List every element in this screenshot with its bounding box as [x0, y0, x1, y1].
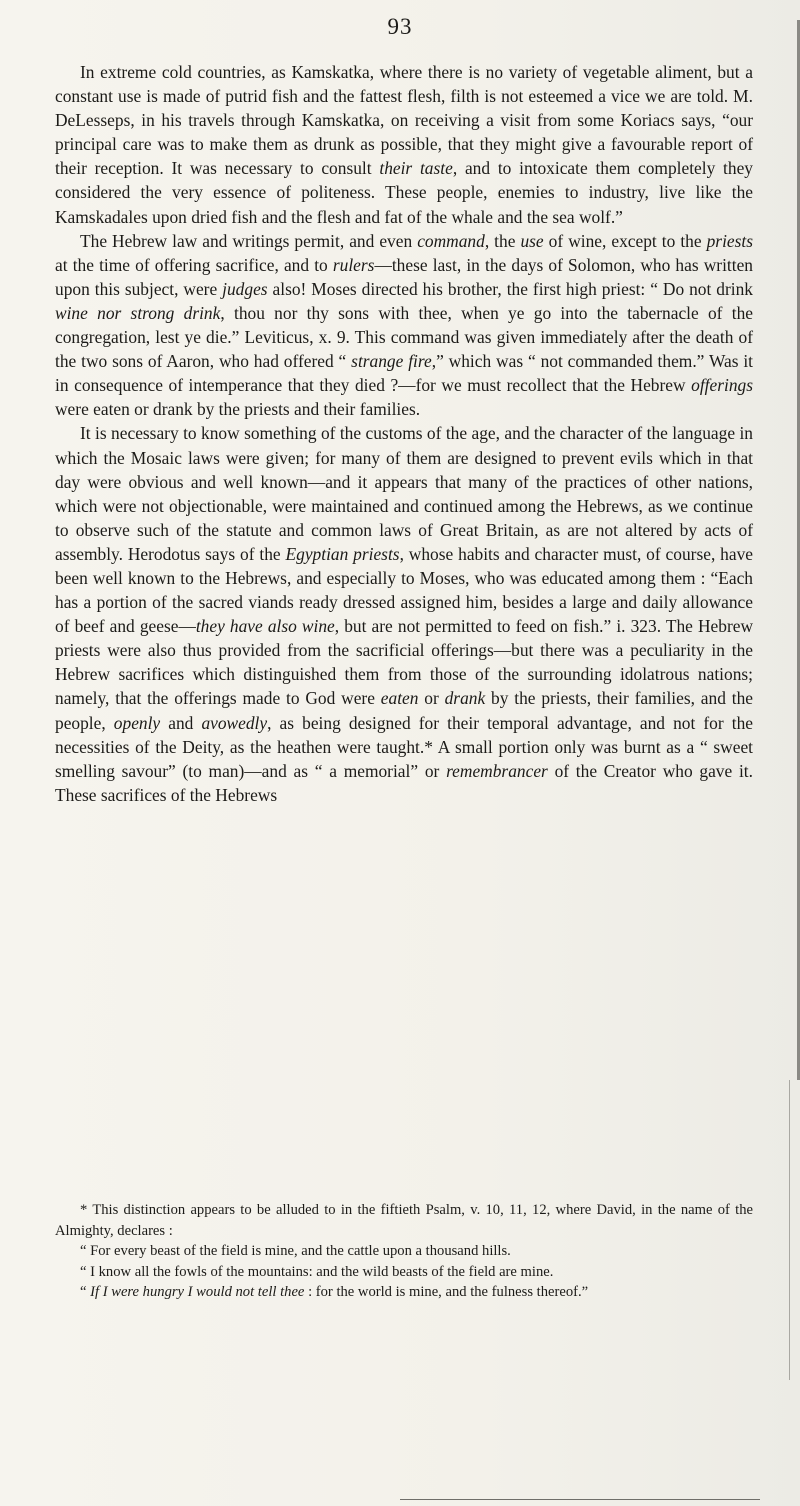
italic-text: If I were hungry I would not tell thee [90, 1284, 305, 1301]
text-run: The Hebrew law and writings permit, and even [80, 230, 418, 251]
text-run: by the priests, their families, and the people, [55, 688, 753, 733]
footnote-line [55, 1241, 753, 1262]
text-run: also! Moses directed his brother, the first high priest: “ Do not drink [267, 278, 753, 299]
italic-text: their taste [379, 158, 453, 179]
paragraph [55, 421, 753, 807]
text-run: —these last, in the days of Solomon, who has written upon this subject, were [55, 254, 753, 299]
italic-text: priests [706, 230, 753, 251]
italic-text: openly [113, 712, 161, 733]
text-run: “ I know all the fowls of the mountains: and the wild beasts of the field are mine. [80, 1263, 554, 1280]
text-run: : for the world is mine, and the fulness thereof.” [304, 1284, 589, 1301]
text-run: In extreme cold countries, as Kamskatka, where there is no variety of vegetable aliment, but a constant use is made of putrid fish and the fattest flesh, filth is not esteemed a vice we are told. M. DeLesseps, in his travels through Kamskatka, on receiving a visit from some Koriacs says, “our principal care was to make them as drunk as possible, that they might give a favourable report of their reception. It was necessary to consult [55, 62, 753, 179]
text-run: were eaten or drank by the priests and their families. [55, 399, 421, 420]
text-run: , the [484, 230, 521, 251]
text-run: , and to intoxicate them completely they considered the very essence of politeness. These people, enemies to industry, live like the Kamskadales upon dried fish and the flesh and fat of the whale and the sea wolf.” [55, 158, 753, 227]
footnote-line [55, 1262, 753, 1283]
italic-text: avowedly [201, 712, 268, 733]
text-run: , but are not permitted to feed on fish.” i. 323. The Hebrew priests were also thus provided from the sacrificial offerings—but there was a peculiarity in the Hebrew sacrifices which distinguished them from those of the surrounding idolatrous nations; namely, that the offerings made to God were [55, 616, 754, 709]
footnote-line [55, 1282, 753, 1303]
text-run: and [160, 712, 202, 733]
text-run: of wine, except to the [543, 230, 707, 251]
italic-text: command [417, 230, 485, 251]
text-run: , as being designed for their temporal advantage, and not for the necessities of the Deity, as the heathen were taught.* A small portion only was burnt as a “ sweet smelling savour” (to man)—and as “ a memorial” or [55, 712, 753, 781]
italic-text: rulers [332, 254, 375, 275]
italic-text: strange fire [351, 351, 432, 372]
page-edge-line [789, 1080, 790, 1380]
italic-text: use [520, 230, 544, 251]
paragraph [55, 60, 753, 229]
text-run: ,” which was “ not commanded them.” Was it in consequence of intemperance that they died ?—for we must recollect that the Hebrew [55, 351, 753, 396]
text-run: or [418, 688, 445, 709]
italic-text: drank [444, 688, 486, 709]
footnote-line [55, 1200, 753, 1241]
italic-text: remembrancer [446, 760, 548, 781]
text-run: of the Creator who gave it. These sacrifices of the Hebrews [55, 760, 753, 805]
paragraph [55, 229, 753, 422]
text-run: It is necessary to know something of the customs of the age, and the character of the language in which the Mosaic laws were given; for many of them are designed to prevent evils which in that day were obvious and well known—and it appears that many of the practices of other nations, which were not objectionable, were maintained and continued among the Hebrews, as we continue to observe such of the statute and common laws of Great Britain, as are not altered by acts of assembly. Herodotus says of the [55, 423, 753, 564]
italic-text: wine nor strong drink [55, 302, 221, 323]
text-run: , thou nor thy sons with thee, when ye go into the tabernacle of the congregation, lest ye die.” Leviticus, x. 9. This command was given immediately after the death of the two sons of Aaron, who had offered “ [55, 302, 753, 372]
italic-text: Egyptian priests [285, 543, 400, 564]
italic-text: offerings [691, 375, 753, 396]
bottom-rule [400, 1499, 760, 1500]
italic-text: eaten [380, 688, 419, 709]
main-text [55, 60, 753, 807]
text-run: , whose habits and character must, of course, have been well known to the Hebrews, and especially to Moses, who was educated among them : “Each has a portion of the sacred viands ready dressed assigned him, besides a large and daily allowance of beef and geese— [55, 543, 754, 637]
page-number: 93 [387, 14, 413, 39]
italic-text: judges [222, 278, 268, 299]
text-run: * This distinction appears to be alluded to in the fiftieth Psalm, v. 10, 11, 12, where David, in the name of the Almighty, declares : [55, 1202, 753, 1239]
text-run: “ [80, 1284, 91, 1301]
footnotes [55, 1200, 753, 1303]
text-run: at the time of offering sacrifice, and to [55, 254, 333, 275]
text-run: “ For every beast of the field is mine, and the cattle upon a thousand hills. [80, 1243, 511, 1260]
italic-text: they have also wine [195, 616, 335, 637]
